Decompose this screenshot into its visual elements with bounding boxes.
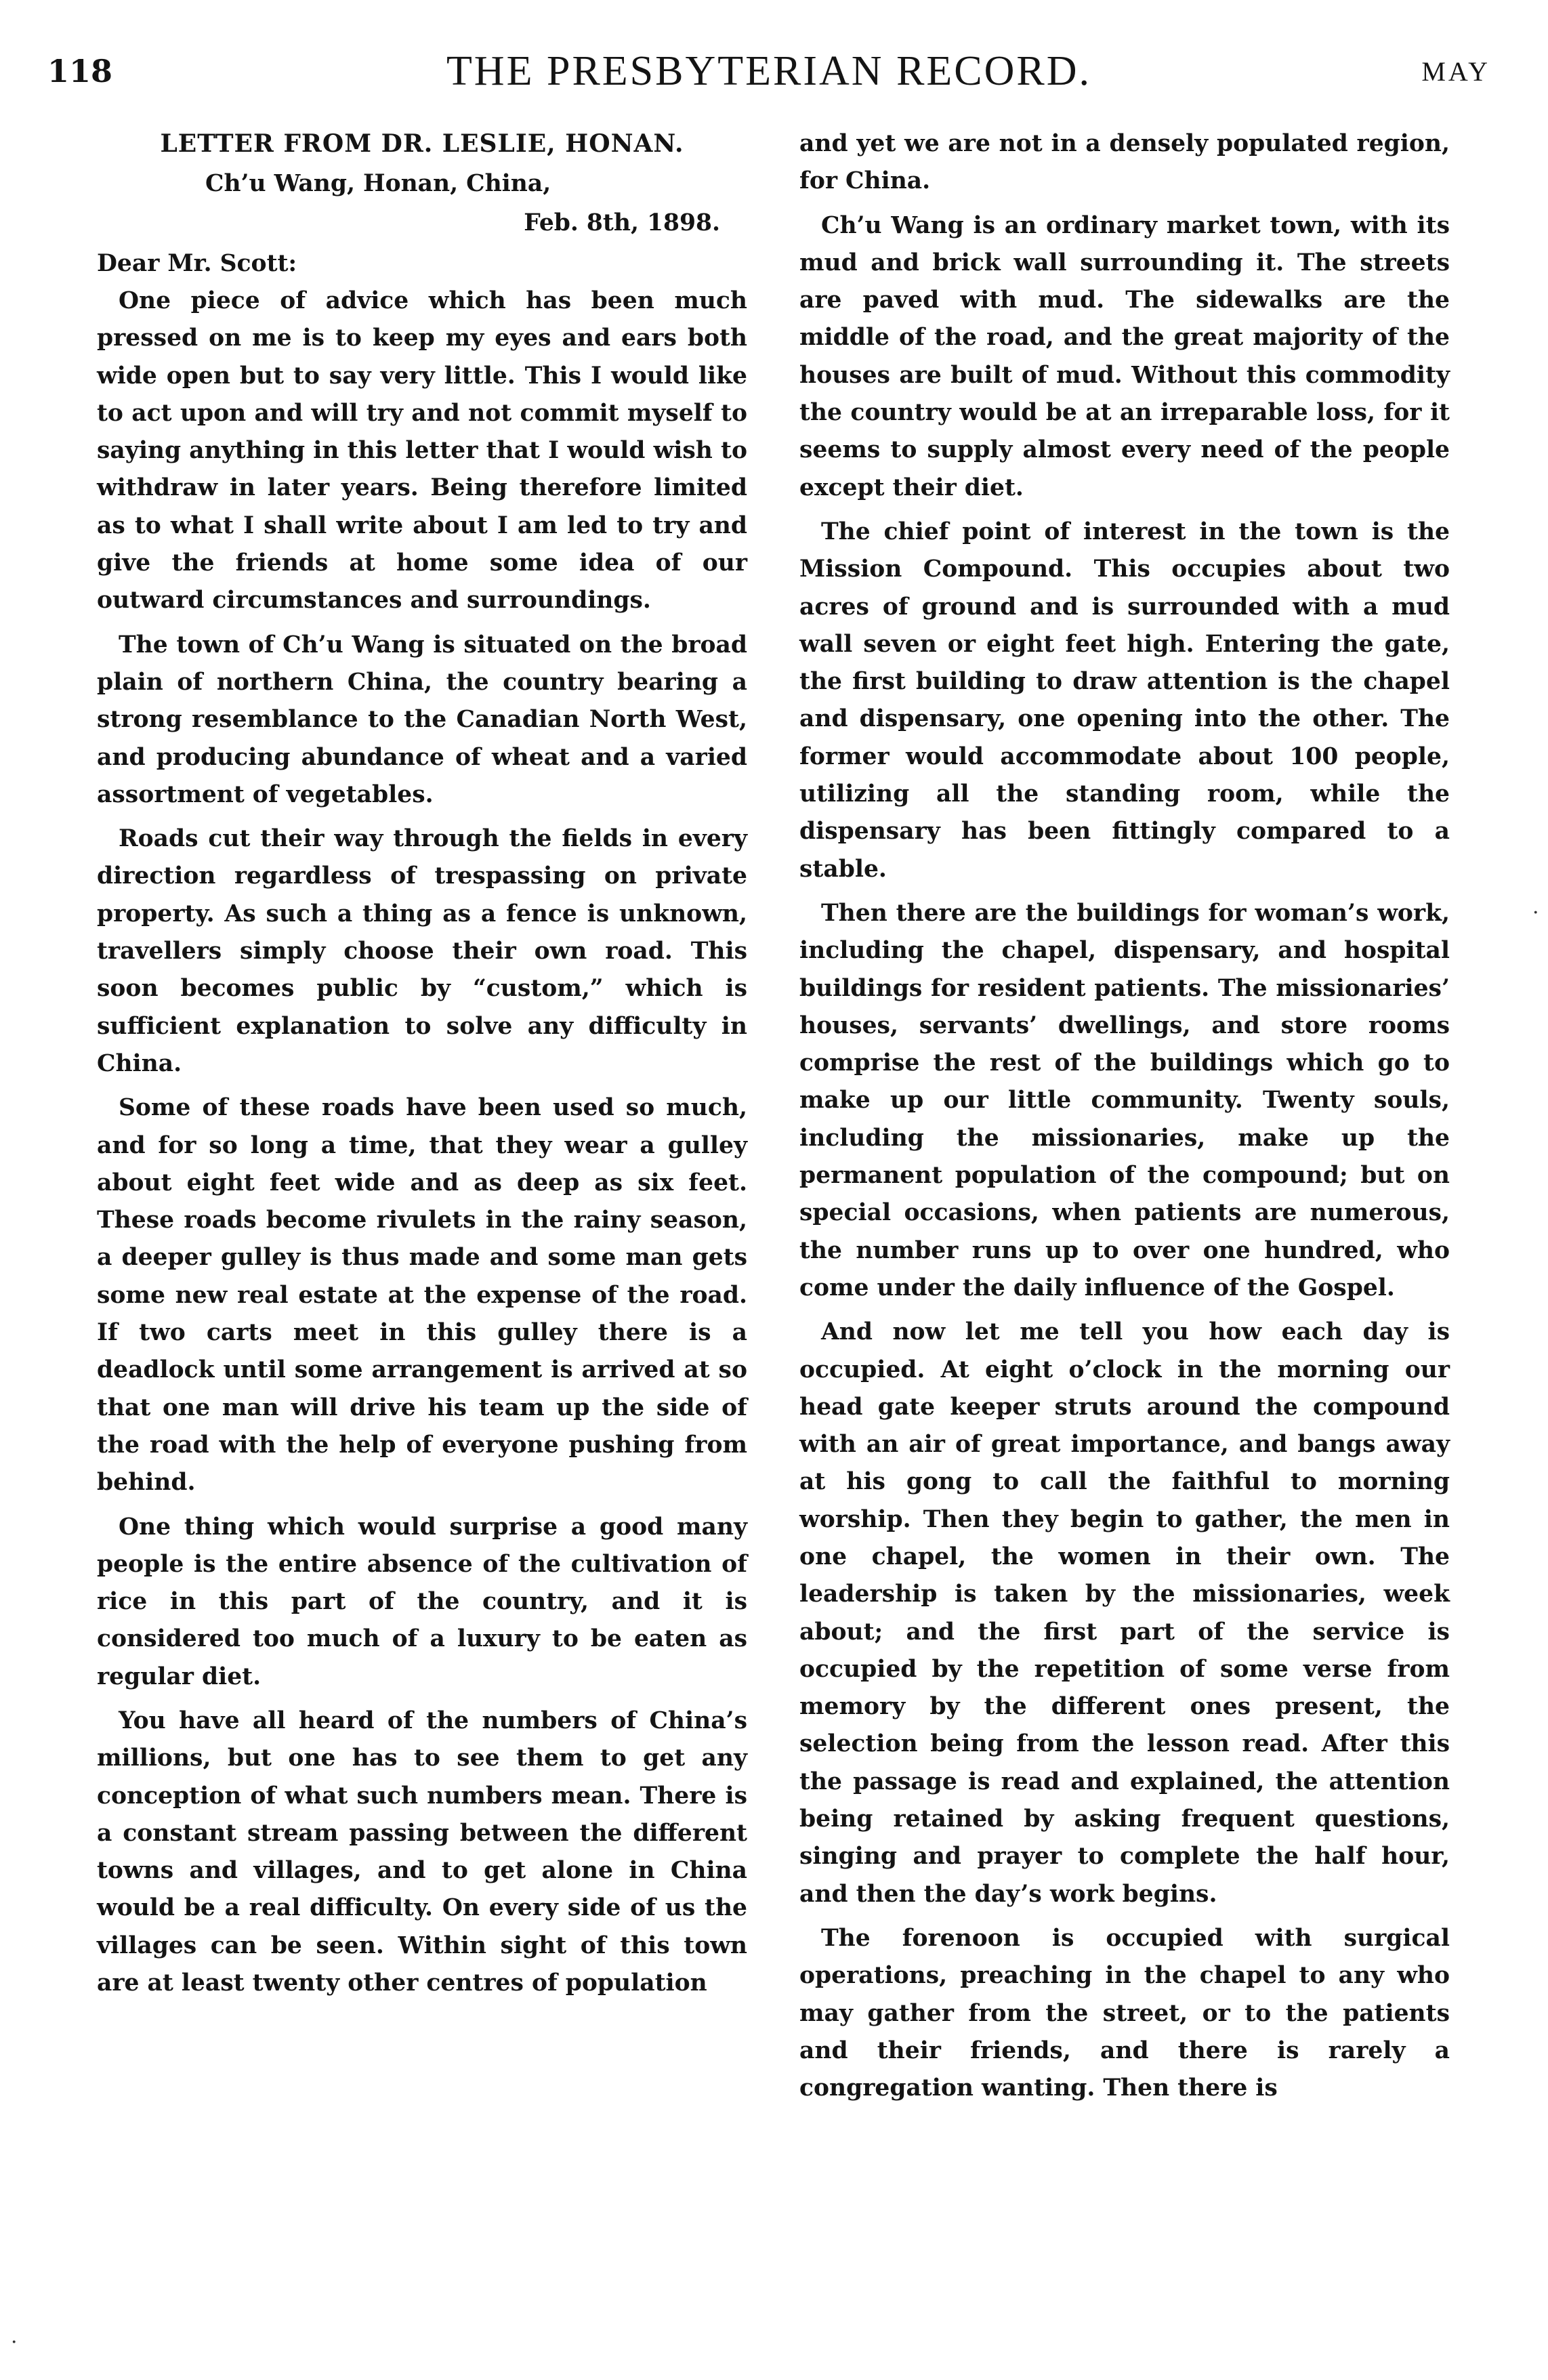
paragraph: Roads cut their way through the fields in every direction regardless of trespassing on private property. As such a thing as a fence is unknown, travellers simply choose their own road. This soon becomes public by “custom,” which is sufficient explanation to solve any difficulty in China. xyxy=(97,825,747,1077)
paragraph: and yet we are not in a densely populated region, for China. xyxy=(799,130,1450,195)
paragraph: The chief point of interest in the town is the Mission Compound. This occupies about two acres of ground and is surrounded with a mud wall seven or eight feet high. Entering the gate, the first building to draw attention is the chapel and dispensary, one opening into the other. The former would accommodate about 100 people, utilizing all the standing room, while the dispensary has been fittingly compared to a stable. xyxy=(799,518,1450,883)
print-speck: · xyxy=(1532,901,1539,925)
paragraph: The town of Ch’u Wang is situated on the broad plain of northern China, the country bearing a strong resemblance to the Canadian North West, and producing abundance of wheat and a varied assortment of vegetables. xyxy=(97,631,747,808)
running-head xyxy=(47,47,1490,102)
left-column xyxy=(97,125,747,2009)
paragraph: You have all heard of the numbers of China’s millions, but one has to see them to get any conception of what such numbers mean. There is a constant stream passing between the different towns and villages, and to get alone in China would be a real difficulty. On every side of us the villages can be seen. Within sight of this town are at least twenty other centres of population xyxy=(97,1707,747,1997)
paragraph: Ch’u Wang is an ordinary market town, with its mud and brick wall surrounding it. The streets are paved with mud. The sidewalks are the middle of the road, and the great majority of the houses are built of mud. Without this commodity the country would be at an irreparable loss, for it seems to supply almost every need of the people except their diet. xyxy=(799,211,1450,501)
salutation: Dear Mr. Scott: xyxy=(97,250,297,277)
dateline-date: Feb. 8th, 1898. xyxy=(524,209,720,236)
page-number: 118 xyxy=(47,53,113,89)
paragraph: Some of these roads have been used so much, and for so long a time, that they wear a gulley about eight feet wide and as deep as six feet. These roads become rivulets in the rainy season, a deeper gulley is thus made and some man gets some new real estate at the expense of the road. If two carts meet in this gulley there is a deadlock until some arrangement is arrived at so that one man will drive his team up the side of the road with the help of everyone pushing from behind. xyxy=(97,1094,747,1497)
article-title: LETTER FROM DR. LESLIE, HONAN. xyxy=(160,129,684,158)
paragraph: And now let me tell you how each day is occupied. At eight o’clock in the morning our head gate keeper struts around the compound with an air of great importance, and bangs away at his gong to call the faithful to morning worship. Then they begin to gather, the men in one chapel, the women in their own. The leadership is taken by the missionaries, week about; and the first part of the service is occupied by the repetition of some verse from memory by the different ones present, the selection being from the lesson read. After this the passage is read and explained, the attention being retained by asking frequent questions, singing and prayer to complete the half hour, and then the day’s work begins. xyxy=(799,1318,1450,1908)
print-speck: · xyxy=(11,2331,18,2354)
paragraph: One piece of advice which has been much pressed on me is to keep my eyes and ears both wide open but to say very little. This I would like to act upon and will try and not commit myself to saying anything in this letter that I would wish to withdraw in later years. Being therefore limited as to what I shall write about I am led to try and give the friends at home some idea of our outward circumstances and surroundings. xyxy=(97,287,747,614)
journal-title: THE PRESBYTERIAN RECORD. xyxy=(446,48,1092,94)
dateline-place: Ch’u Wang, Honan, China, xyxy=(205,170,551,197)
issue-month: MAY xyxy=(1421,56,1490,87)
paragraph: The forenoon is occupied with surgical operations, preaching in the chapel to any who may gather from the street, or to the patients and their friends, and there is rarely a congregation wanting. Then there is xyxy=(799,1924,1450,2102)
paragraph: One thing which would surprise a good many people is the entire absence of the cultivation of rice in this part of the country, and it is considered too much of a luxury to be eaten as regular diet. xyxy=(97,1513,747,1690)
paragraph: Then there are the buildings for woman’s work, including the chapel, dispensary, and hospital buildings for resident patients. The missionaries’ houses, servants’ dwellings, and store rooms comprise the rest of the buildings which go to make up our little community. Twenty souls, including the missionaries, make up the permanent population of the compound; but on special occasions, when patients are numerous, the number runs up to over one hundred, who come under the daily influence of the Gospel. xyxy=(799,899,1450,1301)
right-column xyxy=(799,125,1450,2114)
